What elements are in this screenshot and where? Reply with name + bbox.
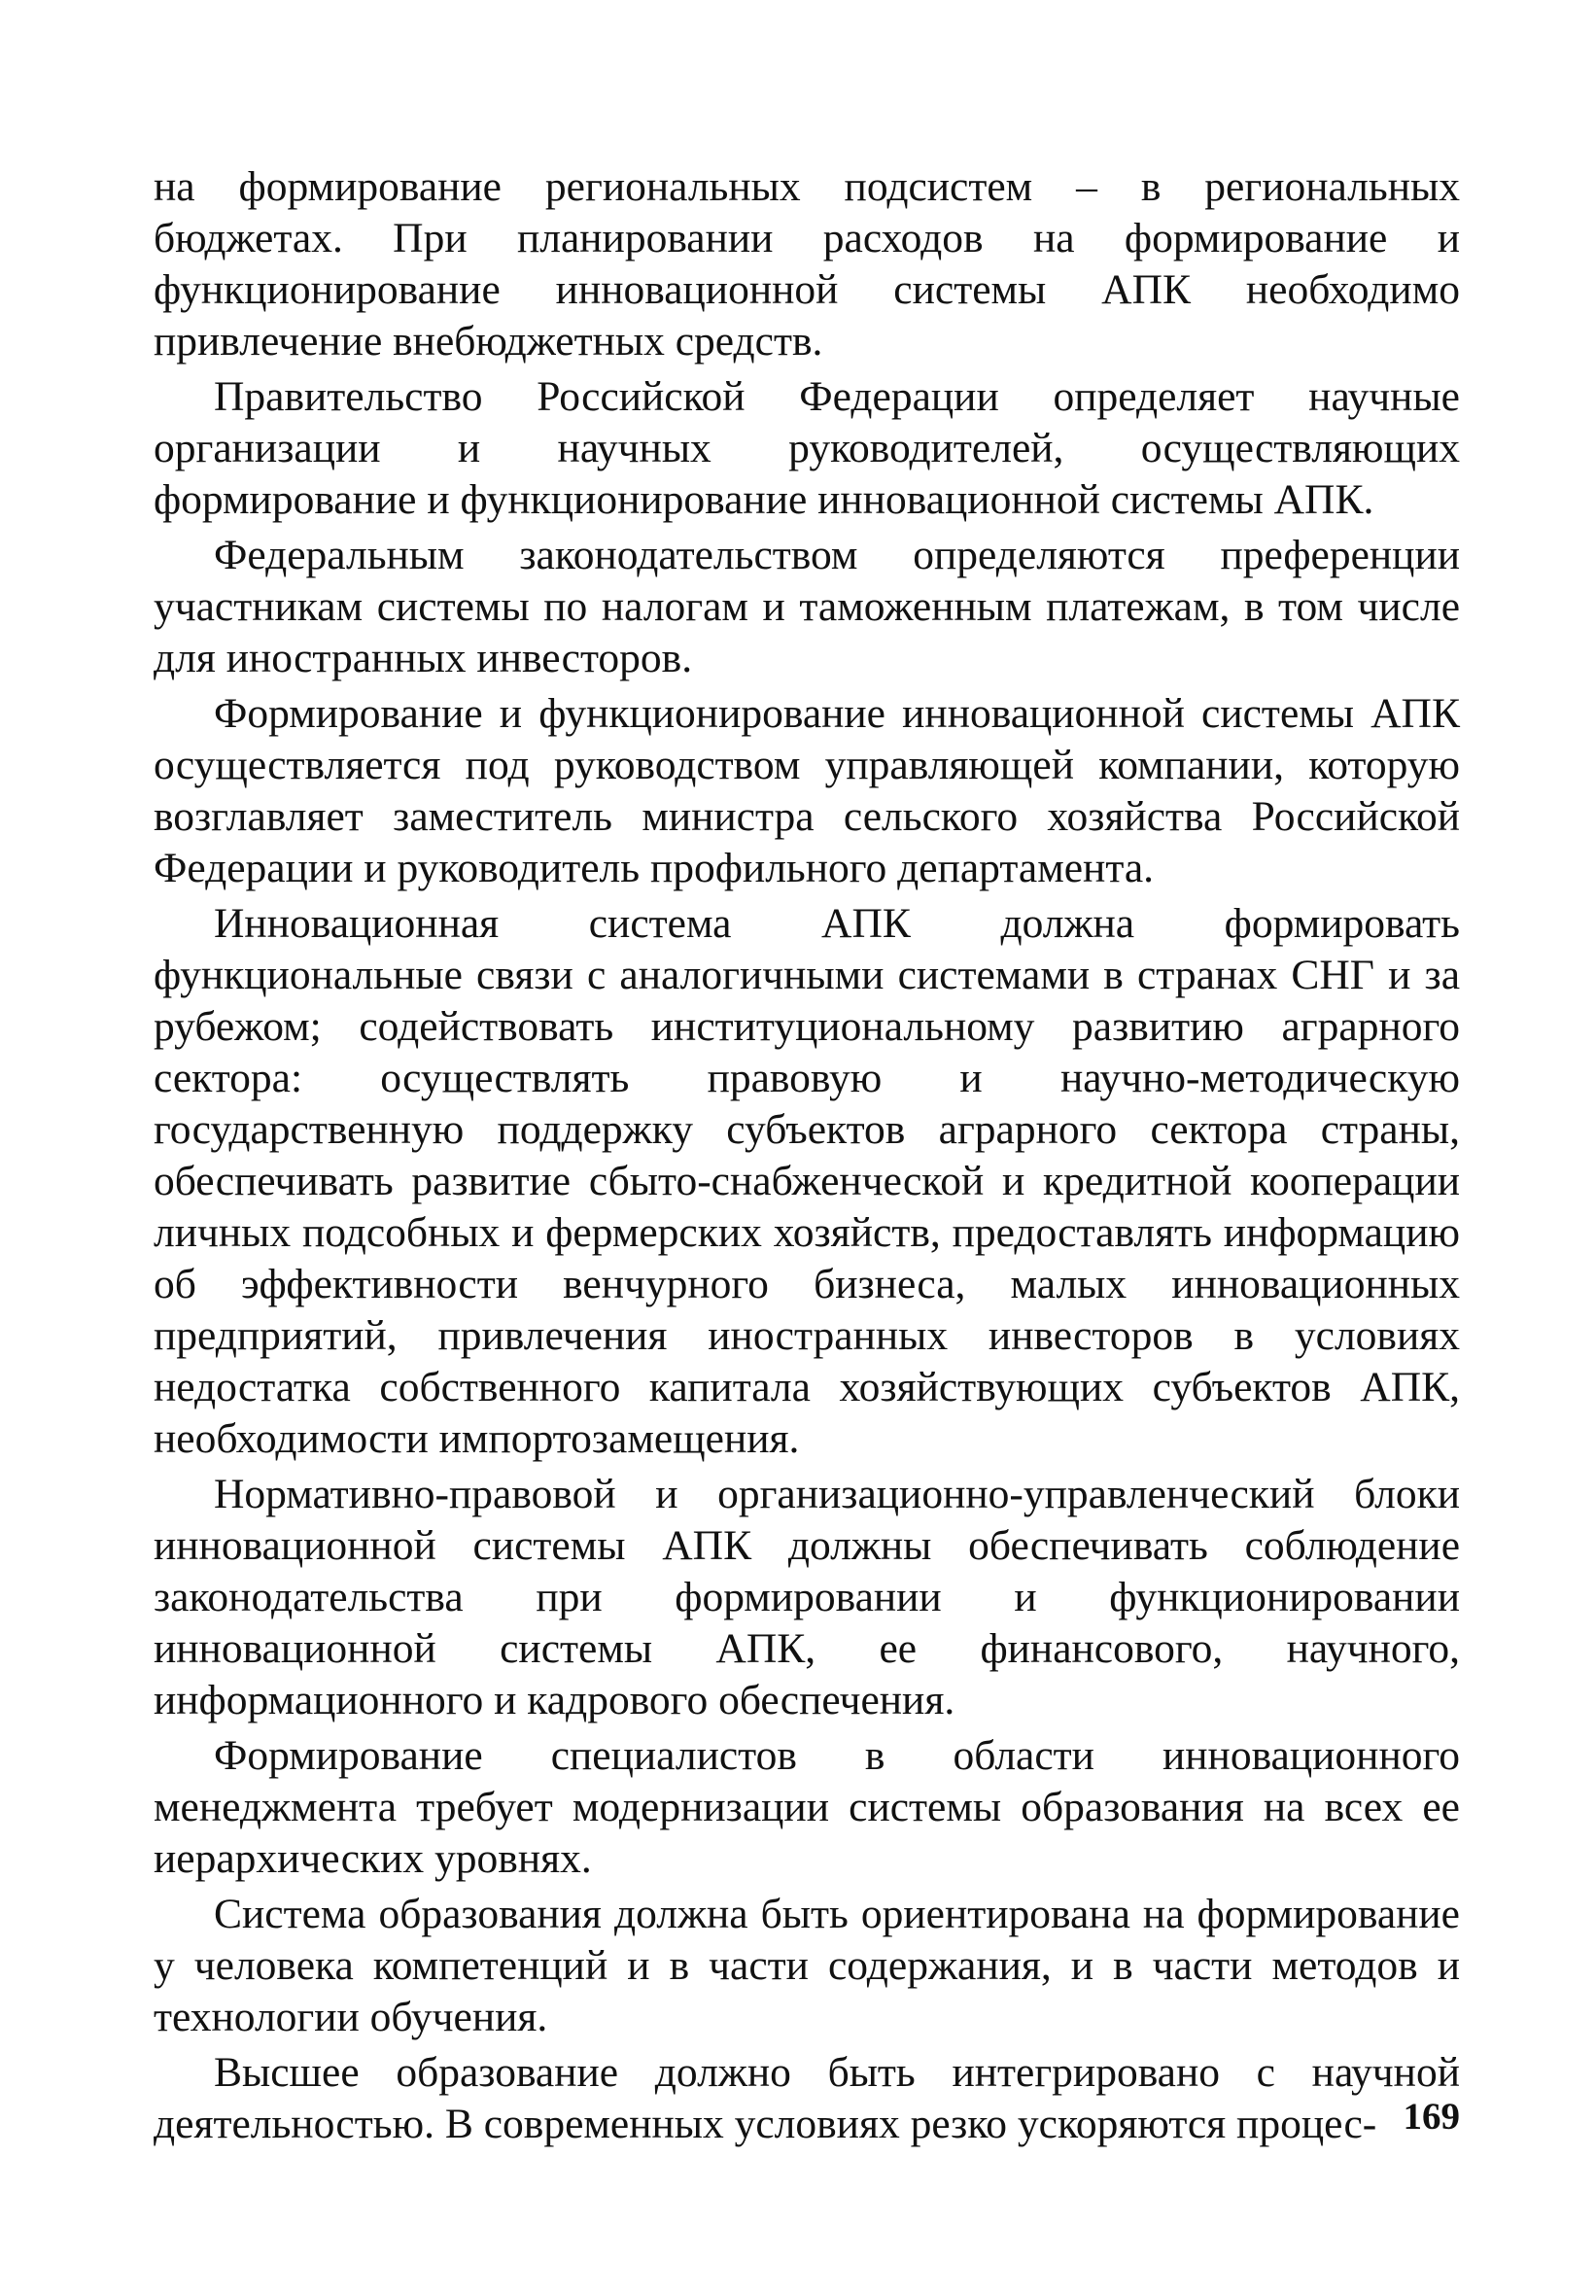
- paragraph-6: Нормативно-правовой и организационно-управленческий блоки инновационной системы АПК должны обеспечивать соблюдение законодательства при формировании и функционировании инновационной системы АПК, ее финансового, научного, информационного и кадрового обеспечения.: [154, 1471, 1460, 1723]
- paragraph-2: Правительство Российской Федерации определяет научные организации и научных руководителей, осуществляющих формирование и функционирование инновационной системы АПК.: [154, 373, 1460, 523]
- body-text: [154, 161, 1460, 2154]
- page-number: 169: [1403, 2096, 1460, 2138]
- paragraph-9: Высшее образование должно быть интегрировано с научной деятельностью. В современных условиях резко ускоряются процес-: [154, 2049, 1460, 2147]
- paragraph-4: Формирование и функционирование инновационной системы АПК осуществляется под руководством управляющей компании, которую возглавляет заместитель министра сельского хозяйства Российской Федерации и руководитель профильного департамента.: [154, 690, 1460, 891]
- paragraph-8: Система образования должна быть ориентирована на формирование у человека компетенций и в части содержания, и в части методов и технологии обучения.: [154, 1891, 1460, 2040]
- paragraph-5: Инновационная система АПК должна формировать функциональные связи с аналогичными системами в странах СНГ и за рубежом; содействовать институциональному развитию аграрного сектора: осуществлять правовую и научно-методическую государственную поддержку субъектов аграрного сектора страны, обеспечивать развитие сбыто-снабженческой и кредитной кооперации личных подсобных и фермерских хозяйств, предоставлять информацию об эффективности венчурного бизнеса, малых инновационных предприятий, привлечения иностранных инвесторов в условиях недостатка собственного капитала хозяйствующих субъектов АПК, необходимости импортозамещения.: [154, 900, 1460, 1462]
- paragraph-3: Федеральным законодательством определяются преференции участникам системы по налогам и таможенным платежам, в том числе для иностранных инвесторов.: [154, 532, 1460, 681]
- paragraph-1: на формирование региональных подсистем – в региональных бюджетах. При планировании расходов на формирование и функционирование инновационной системы АПК необходимо привлечение внебюджетных средств.: [154, 163, 1460, 365]
- paragraph-7: Формирование специалистов в области инновационного менеджмента требует модернизации системы образования на всех ее иерархических уровнях.: [154, 1732, 1460, 1882]
